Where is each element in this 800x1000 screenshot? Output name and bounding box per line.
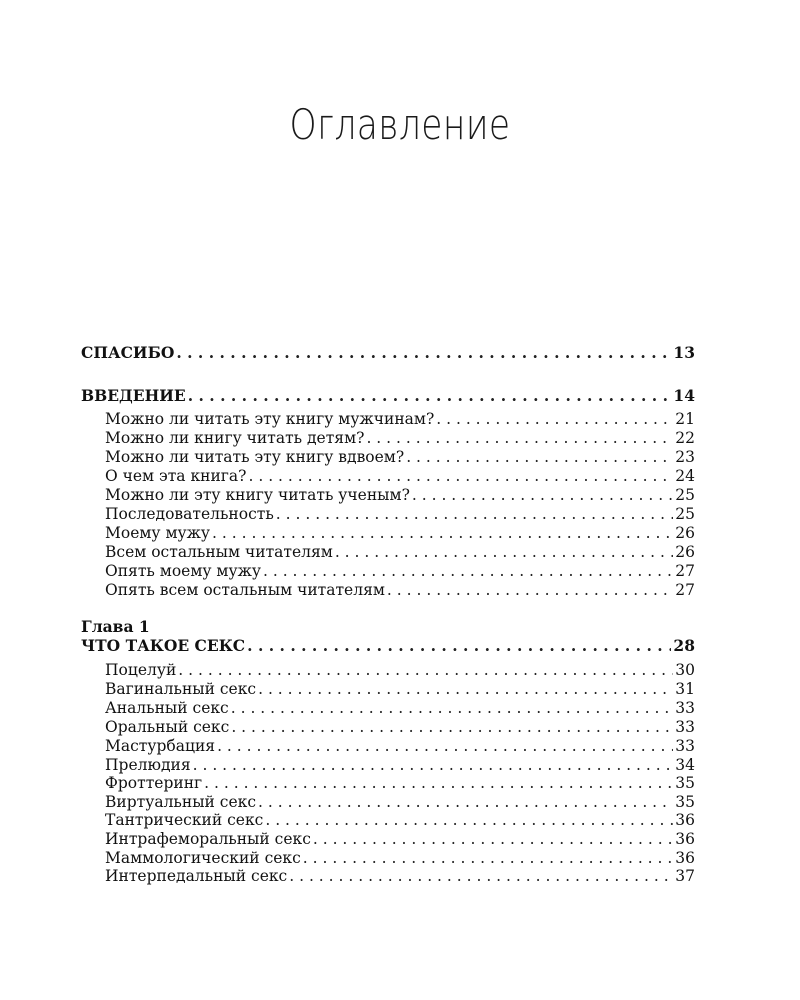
toc-subentry-label: Можно ли читать эту книгу вдвоем? [105,448,405,466]
toc-subentry-page: 31 [675,680,695,698]
toc-subentry-label: Поцелуй [105,661,177,679]
toc-subentry-label: Анальный секс [105,699,229,717]
toc-subentry-page: 36 [675,830,695,848]
toc-subentry[interactable] [105,580,695,600]
toc-subentry[interactable] [105,773,695,793]
toc-subentry-page: 33 [675,737,695,755]
toc-leader-dots [436,409,673,429]
toc-leader-dots [258,792,673,812]
toc-subentry-page: 25 [675,505,695,523]
toc-subentry-page: 24 [675,467,695,485]
toc-leader-dots [258,679,673,699]
toc-subentry[interactable] [105,523,695,543]
toc-leader-dots [178,660,673,680]
toc-subentry-page: 27 [675,562,695,580]
toc-entry-label: СПАСИБО [81,343,175,362]
toc-entry-page: 14 [673,386,695,405]
toc-subentry[interactable] [105,660,695,680]
toc-leader-dots [263,561,673,581]
toc-leader-dots [247,636,671,656]
toc-leader-dots [387,580,673,600]
toc-subentry-page: 26 [675,543,695,561]
toc-leader-dots [193,755,674,775]
toc-subentry-page: 37 [675,867,695,885]
toc-leader-dots [231,698,674,718]
toc-subentry-label: Можно ли читать эту книгу мужчинам? [105,410,435,428]
toc-subentry-label: Прелюдия [105,756,191,774]
toc-leader-dots [188,386,672,406]
toc-entry-introduction[interactable] [81,386,695,406]
toc-subentry[interactable] [105,485,695,505]
toc-subentry-page: 35 [675,793,695,811]
toc-subentry-label: Тантрический секс [105,811,264,829]
toc-subentry-page: 36 [675,849,695,867]
toc-subentry-label: Можно ли эту книгу читать ученым? [105,486,410,504]
toc-subentry-page: 33 [675,699,695,717]
toc-subentry[interactable] [105,466,695,486]
toc-leader-dots [303,848,673,868]
toc-entry-chapter-1[interactable] [81,636,695,656]
toc-subentry-page: 22 [675,429,695,447]
toc-subentry-page: 35 [675,774,695,792]
toc-leader-dots [276,504,673,524]
toc-subentry[interactable] [105,848,695,868]
toc-subentry[interactable] [105,810,695,830]
toc-subentry-label: Интрафеморальный секс [105,830,311,848]
toc-leader-dots [265,810,673,830]
toc-leader-dots [366,428,673,448]
toc-leader-dots [212,523,673,543]
toc-subentry-label: Фроттеринг [105,774,203,792]
toc-leader-dots [231,717,673,737]
toc-subentry-page: 23 [675,448,695,466]
toc-entry-thanks[interactable] [81,343,695,363]
toc-subentry[interactable] [105,504,695,524]
chapter-label: Глава 1 [81,617,150,636]
toc-subentry-label: Всем остальным читателям [105,543,333,561]
toc-entry-label: ЧТО ТАКОЕ СЕКС [81,636,246,655]
toc-subentry-label: Мастурбация [105,737,216,755]
toc-subentry-label: Маммологический секс [105,849,301,867]
toc-subentry-label: Последовательность [105,505,274,523]
toc-subentry-page: 34 [675,756,695,774]
toc-subentry[interactable] [105,409,695,429]
toc-leader-dots [406,447,673,467]
toc-subentry-label: О чем эта книга? [105,467,247,485]
toc-subentry-label: Оральный секс [105,718,230,736]
toc-subentry[interactable] [105,717,695,737]
toc-subentry-label: Интерпедальный секс [105,867,288,885]
toc-subentry-page: 33 [675,718,695,736]
toc-subentry-label: Моему мужу [105,524,211,542]
page-title: Оглавление [289,100,511,149]
toc-subentry-page: 36 [675,811,695,829]
toc-subentry[interactable] [105,561,695,581]
toc-subentry-label: Опять моему мужу [105,562,261,580]
toc-leader-dots [217,736,673,756]
toc-subentry-page: 25 [675,486,695,504]
toc-leader-dots [335,542,673,562]
toc-subentry[interactable] [105,792,695,812]
toc-subentry[interactable] [105,542,695,562]
toc-subentry-label: Вагинальный секс [105,680,257,698]
toc-leader-dots [176,343,671,363]
toc-subentry-page: 21 [675,410,695,428]
toc-subentry-page: 30 [675,661,695,679]
toc-subentry-label: Опять всем остальным читателям [105,581,385,599]
toc-subentry-page: 27 [675,581,695,599]
toc-subentry[interactable] [105,736,695,756]
toc-leader-dots [289,866,673,886]
toc-leader-dots [204,773,673,793]
toc-leader-dots [412,485,673,505]
toc-entry-page: 28 [673,636,695,655]
toc-subentry-page: 26 [675,524,695,542]
toc-subentry[interactable] [105,829,695,849]
toc-entry-label: ВВЕДЕНИЕ [81,386,186,405]
toc-subentry-label: Можно ли книгу читать детям? [105,429,365,447]
toc-leader-dots [313,829,673,849]
toc-subentry[interactable] [105,698,695,718]
toc-leader-dots [248,466,673,486]
toc-subentry[interactable] [105,866,695,886]
toc-subentry-label: Виртуальный секс [105,793,257,811]
toc-subentry[interactable] [105,447,695,467]
toc-subentry[interactable] [105,755,695,775]
toc-subentry[interactable] [105,679,695,699]
toc-subentry[interactable] [105,428,695,448]
toc-entry-page: 13 [673,343,695,362]
